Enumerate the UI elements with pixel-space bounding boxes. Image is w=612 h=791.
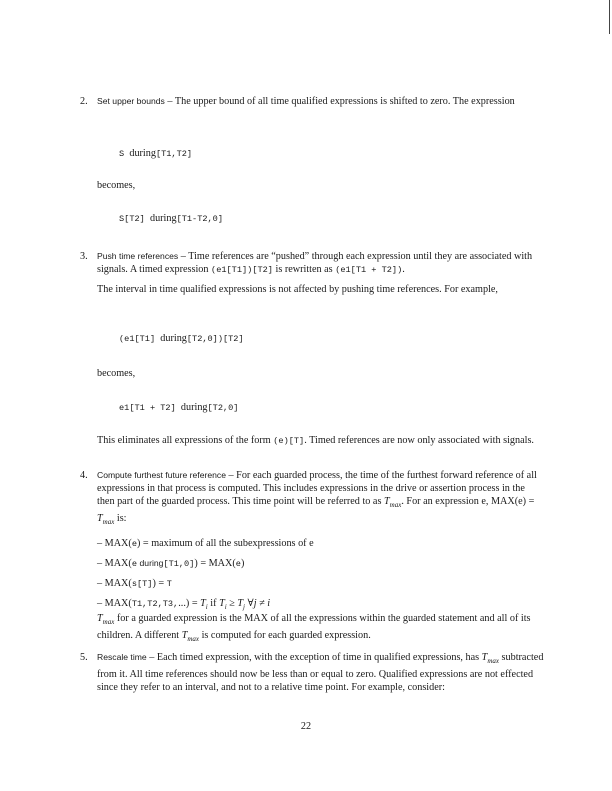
item-paragraph: Push time references – Time references are “pushed” through each expression until they are associated with signals. A timed expression (e1[T1])[T2] is rewritten as (e1[T1 + T2]). (97, 251, 533, 275)
item-number: 5. (80, 652, 88, 663)
list-item-furthest-future-reference (80, 469, 544, 529)
list-item-rescale-time (80, 651, 544, 694)
list-item: – MAX(e during[T1,0]) = MAX(e) (97, 558, 245, 569)
code-example: e1[T1 + T2] during[T2,0] (119, 402, 239, 413)
code-example: (e1[T1] during[T2,0])[T2] (119, 333, 244, 344)
item-paragraph-block (80, 612, 544, 646)
becomes-text: becomes, (97, 368, 136, 379)
item-paragraph: This eliminates all expressions of the form (e)[T]. Timed references are now only associated with signals. (97, 435, 534, 446)
item-paragraph: Set upper bounds – The upper bound of all time qualified expressions is shifted to zero. The expression (97, 96, 515, 107)
list-item-set-upper-bounds (80, 95, 544, 108)
item-number: 4. (80, 470, 88, 481)
list-item-push-time-references (80, 250, 544, 296)
page-number: 22 (300, 721, 312, 732)
code-example: S[T2] during[T1-T2,0] (119, 213, 223, 224)
list-item: – MAX(e) = maximum of all the subexpressions of e (97, 538, 314, 549)
list-item: – $MAX(T1,T2,T3,...) = T_i$ if $T_i \ge T_j$ ∀j ≠ i (97, 598, 271, 612)
code-example: S during[T1,T2] (119, 148, 193, 159)
list-item: – MAX(s[T]) = T (97, 578, 172, 589)
item-label: Push time references (97, 251, 179, 261)
item-number: 3. (80, 251, 88, 262)
item-label: Compute furthest future reference (97, 470, 226, 480)
becomes-text: becomes, (97, 180, 136, 191)
item-paragraph: $T_{max}$ for a guarded expression is the MAX of all the expressions within the guarded statement and all of its children. A different $T_{max}$ is computed for each guarded expression. (97, 613, 531, 644)
item-number: 2. (80, 96, 88, 107)
item-paragraph: Rescale time – Each timed expression, with the exception of time in qualified expressions, has $T_{max}$ subtracted from it. All time references should now be less than or equal to zero. Qualified expressions are not effected since they refer to an interval, and not to a relative time point. For example, consider: (97, 652, 544, 694)
item-paragraph: Compute furthest future reference – For each guarded process, the time of the furthest forward reference of all expressions in that process is computed. This includes expressions in the drive or assertion process in the then part of the guarded process. This time point will be referred to as $T_{max}$. For an expression e, $MAX(e) = T_{max}$ is: (97, 470, 537, 527)
item-label: Rescale time (97, 652, 147, 662)
item-paragraph-block (80, 434, 544, 448)
item-paragraph: The interval in time qualified expressions is not affected by pushing time references. For example, (97, 284, 498, 295)
max-rules-list (80, 537, 544, 620)
item-label: Set upper bounds (97, 96, 165, 106)
page-edge-mark (609, 0, 610, 34)
